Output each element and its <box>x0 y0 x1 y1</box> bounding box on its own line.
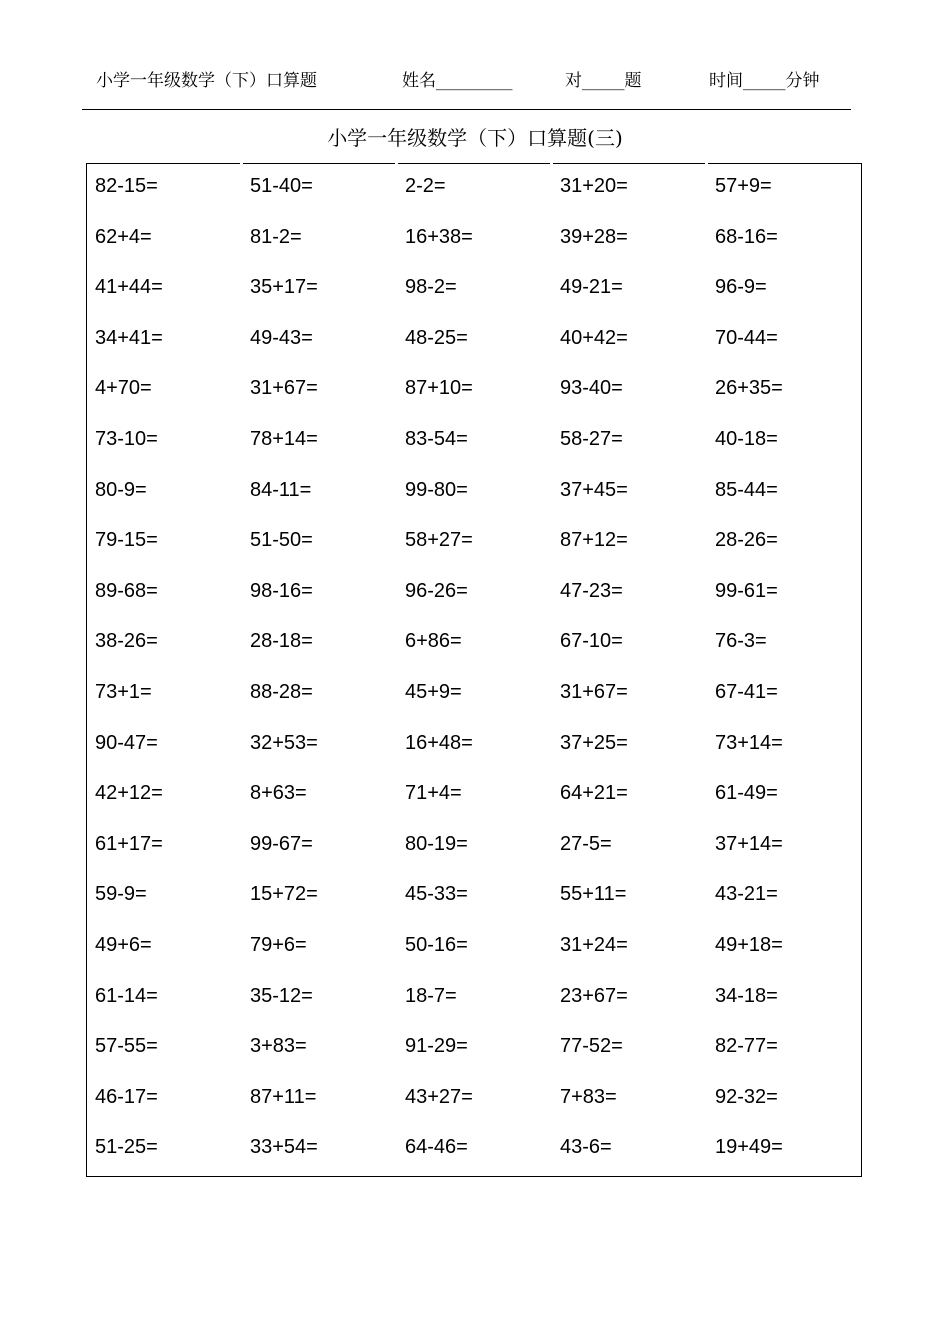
problem-cell: 57-55= <box>95 1035 158 1058</box>
problem-cell: 92-32= <box>715 1085 778 1108</box>
problem-row <box>87 1124 861 1174</box>
problem-cell: 35+17= <box>250 276 318 299</box>
problem-cell: 91-29= <box>405 1035 468 1058</box>
problem-cell: 32+53= <box>250 731 318 754</box>
problem-cell: 73+14= <box>715 731 783 754</box>
problem-cell: 8+63= <box>250 782 307 805</box>
problem-cell: 37+25= <box>560 731 628 754</box>
problem-cell: 18-7= <box>405 984 457 1007</box>
problem-cell: 71+4= <box>405 782 462 805</box>
problem-cell: 49-43= <box>250 326 313 349</box>
problem-cell: 81-2= <box>250 225 302 248</box>
problem-cell: 37+14= <box>715 832 783 855</box>
problem-cell: 43+27= <box>405 1085 473 1108</box>
problem-row <box>87 720 861 770</box>
problem-cell: 64+21= <box>560 782 628 805</box>
problem-row <box>87 871 861 921</box>
problem-cell: 59-9= <box>95 883 147 906</box>
problem-cell: 6+86= <box>405 630 462 653</box>
problem-cell: 34-18= <box>715 984 778 1007</box>
problem-cell: 35-12= <box>250 984 313 1007</box>
problem-cell: 88-28= <box>250 681 313 703</box>
problem-row <box>87 618 861 668</box>
problem-cell: 84-11= <box>250 478 312 501</box>
problem-row <box>87 467 861 517</box>
problem-cell: 23+67= <box>560 984 628 1007</box>
problem-cell: 93-40= <box>560 377 623 400</box>
problem-cell: 34+41= <box>95 326 163 349</box>
subject-label: 小学一年级数学（下）口算题 <box>96 71 317 91</box>
problem-row <box>87 770 861 820</box>
problem-row <box>87 214 861 264</box>
problem-cell: 64-46= <box>405 1136 468 1159</box>
problem-row <box>87 1023 861 1073</box>
problem-cell: 31+67= <box>250 377 318 400</box>
problem-row <box>87 1074 861 1124</box>
problem-cell: 98-16= <box>250 579 313 602</box>
problem-cell: 31+24= <box>560 934 628 956</box>
problem-cell: 38-26= <box>95 630 158 653</box>
problem-row <box>87 365 861 415</box>
problem-cell: 67-41= <box>715 681 778 703</box>
problem-cell: 76-3= <box>715 630 767 653</box>
problem-cell: 77-52= <box>560 1035 623 1058</box>
problem-cell: 47-23= <box>560 579 623 602</box>
problem-cell: 31+67= <box>560 681 628 703</box>
problem-cell: 87+11= <box>250 1085 317 1108</box>
problem-cell: 37+45= <box>560 478 628 501</box>
problem-row <box>87 264 861 314</box>
problem-cell: 7+83= <box>560 1085 617 1108</box>
name-field: 姓名_________ <box>402 71 513 91</box>
problem-cell: 40-18= <box>715 428 778 450</box>
problem-cell: 50-16= <box>405 934 468 956</box>
problem-cell: 2-2= <box>405 175 446 197</box>
problem-row <box>87 315 861 365</box>
problem-cell: 61+17= <box>95 832 163 855</box>
problem-cell: 89-68= <box>95 579 158 602</box>
problem-cell: 27-5= <box>560 832 612 855</box>
problem-row <box>87 517 861 567</box>
problem-cell: 28-18= <box>250 630 313 653</box>
problem-cell: 15+72= <box>250 883 318 906</box>
problem-cell: 46-17= <box>95 1085 158 1108</box>
problem-cell: 96-9= <box>715 276 767 299</box>
problem-cell: 58+27= <box>405 529 473 552</box>
page-title: 小学一年级数学（下）口算题(三) <box>327 126 623 150</box>
problem-row <box>87 922 861 972</box>
problem-cell: 73+1= <box>95 681 152 703</box>
problem-cell: 3+83= <box>250 1035 307 1058</box>
problem-row <box>87 669 861 719</box>
problem-cell: 79+6= <box>250 934 307 956</box>
worksheet-header <box>0 66 950 92</box>
problem-cell: 73-10= <box>95 428 158 450</box>
problem-cell: 78+14= <box>250 428 318 450</box>
problem-cell: 87+10= <box>405 377 473 400</box>
problem-cell: 82-77= <box>715 1035 778 1058</box>
problem-cell: 19+49= <box>715 1136 783 1159</box>
problem-cell: 43-21= <box>715 883 778 906</box>
problem-cell: 68-16= <box>715 225 778 248</box>
problem-cell: 99-61= <box>715 579 778 602</box>
problem-grid <box>86 163 862 1177</box>
problem-cell: 43-6= <box>560 1136 612 1159</box>
problem-cell: 99-80= <box>405 478 468 501</box>
problem-cell: 4+70= <box>95 377 152 400</box>
problem-cell: 28-26= <box>715 529 778 552</box>
problem-row <box>87 973 861 1023</box>
time-field: 时间_____分钟 <box>709 71 820 91</box>
problem-cell: 45+9= <box>405 681 462 703</box>
problem-cell: 48-25= <box>405 326 468 349</box>
header-divider <box>82 109 851 110</box>
problem-row <box>87 821 861 871</box>
problem-cell: 79-15= <box>95 529 158 552</box>
problem-cell: 40+42= <box>560 326 628 349</box>
problem-cell: 16+38= <box>405 225 473 248</box>
problem-cell: 80-19= <box>405 832 468 855</box>
problem-cell: 90-47= <box>95 731 158 754</box>
problem-cell: 57+9= <box>715 175 772 197</box>
problem-cell: 61-14= <box>95 984 158 1007</box>
problem-row <box>87 568 861 618</box>
problem-cell: 45-33= <box>405 883 468 906</box>
problem-cell: 26+35= <box>715 377 783 400</box>
problem-cell: 85-44= <box>715 478 778 501</box>
problem-cell: 31+20= <box>560 175 628 197</box>
problem-row <box>87 163 861 213</box>
problem-cell: 87+12= <box>560 529 628 552</box>
problem-cell: 62+4= <box>95 225 152 248</box>
problem-cell: 49+6= <box>95 934 152 956</box>
problem-cell: 51-25= <box>95 1136 158 1159</box>
problem-cell: 98-2= <box>405 276 457 299</box>
correct-count-field: 对_____题 <box>565 71 642 91</box>
problem-cell: 80-9= <box>95 478 147 501</box>
problem-cell: 61-49= <box>715 782 778 805</box>
problem-cell: 83-54= <box>405 428 468 450</box>
problem-cell: 70-44= <box>715 326 778 349</box>
problem-cell: 67-10= <box>560 630 623 653</box>
problem-cell: 58-27= <box>560 428 623 450</box>
problem-cell: 49-21= <box>560 276 623 299</box>
problem-cell: 55+11= <box>560 883 627 906</box>
problem-cell: 82-15= <box>95 175 158 197</box>
problem-cell: 51-50= <box>250 529 313 552</box>
problem-cell: 99-67= <box>250 832 313 855</box>
problem-cell: 96-26= <box>405 579 468 602</box>
problem-cell: 39+28= <box>560 225 628 248</box>
problem-row <box>87 416 861 466</box>
problem-cell: 16+48= <box>405 731 473 754</box>
problem-cell: 41+44= <box>95 276 163 299</box>
problem-cell: 33+54= <box>250 1136 318 1159</box>
problem-cell: 49+18= <box>715 934 783 956</box>
problem-cell: 51-40= <box>250 175 313 197</box>
problem-cell: 42+12= <box>95 782 163 805</box>
